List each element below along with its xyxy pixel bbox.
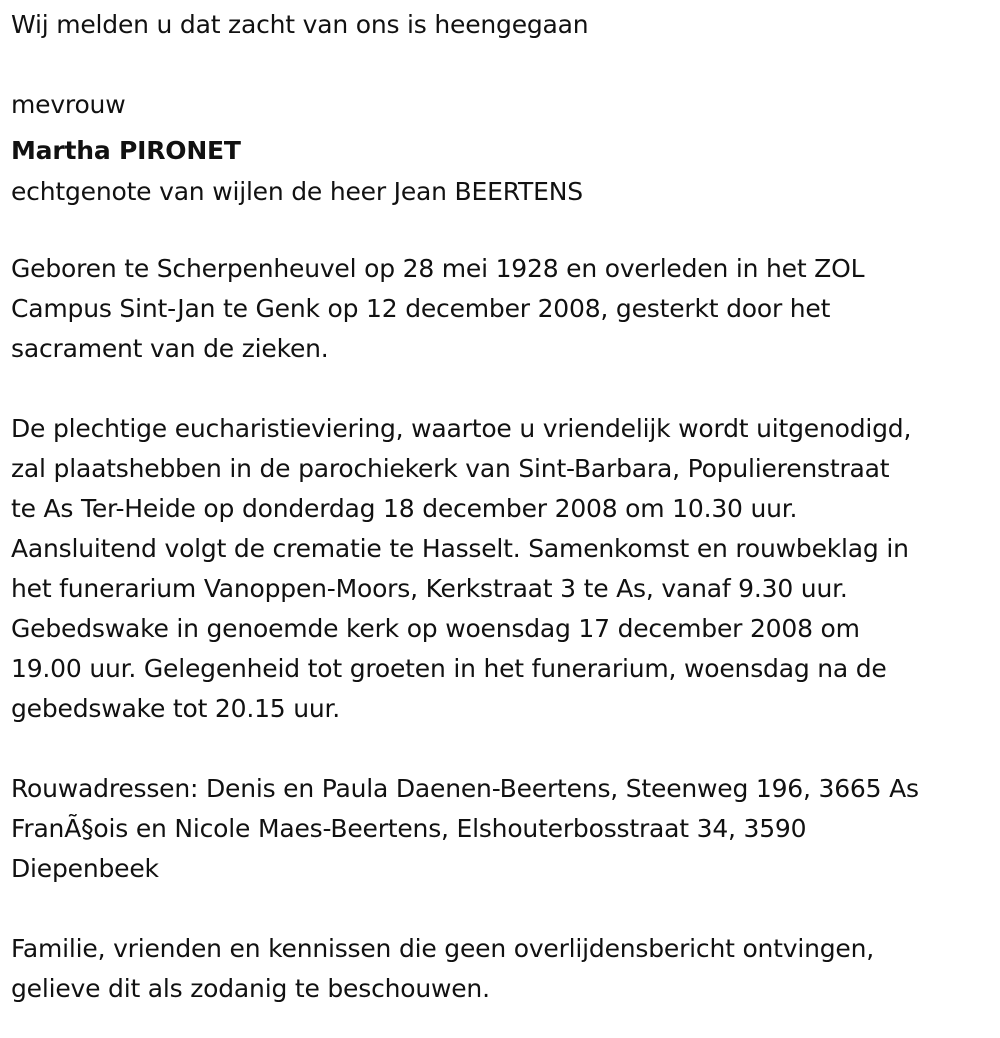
paragraph-line: Gebedswake in genoemde kerk op woensdag 17 december 2008 om: [11, 614, 860, 643]
ceremony-paragraph: [11, 409, 991, 729]
paragraph-line: gelieve dit als zodanig te beschouwen.: [11, 974, 490, 1003]
closing-paragraph: [11, 929, 991, 1009]
paragraph-line: Diepenbeek: [11, 854, 159, 883]
deceased-name: Martha PIRONET: [11, 136, 241, 165]
paragraph-line: Geboren te Scherpenheuvel op 28 mei 1928 en overleden in het ZOL: [11, 254, 865, 283]
paragraph-line: te As Ter-Heide op donderdag 18 december 2008 om 10.30 uur.: [11, 494, 798, 523]
intro-line: Wij melden u dat zacht van ons is heengegaan: [11, 10, 589, 39]
spacer: [11, 729, 991, 769]
paragraph-line: het funerarium Vanoppen-Moors, Kerkstraat 3 te As, vanaf 9.30 uur.: [11, 574, 848, 603]
paragraph-line: sacrament van de zieken.: [11, 334, 329, 363]
paragraph-line: De plechtige eucharistieviering, waartoe u vriendelijk wordt uitgenodigd,: [11, 414, 912, 443]
spacer: [11, 45, 991, 85]
spacer: [11, 889, 991, 929]
obituary-notice: [11, 0, 991, 1009]
title-prefix: mevrouw: [11, 90, 126, 119]
paragraph-line: Familie, vrienden en kennissen die geen overlijdensbericht ontvingen,: [11, 934, 875, 963]
paragraph-line: FranÃ§ois en Nicole Maes-Beertens, Elshouterbosstraat 34, 3590: [11, 814, 807, 843]
birth-paragraph: [11, 249, 991, 369]
paragraph-line: Campus Sint-Jan te Genk op 12 december 2008, gesterkt door het: [11, 294, 831, 323]
spacer: [11, 212, 991, 252]
paragraph-line: gebedswake tot 20.15 uur.: [11, 694, 341, 723]
spouse-line: echtgenote van wijlen de heer Jean BEERTENS: [11, 177, 583, 206]
paragraph-line: 19.00 uur. Gelegenheid tot groeten in het funerarium, woensdag na de: [11, 654, 887, 683]
paragraph-line: Rouwadressen: Denis en Paula Daenen-Beertens, Steenweg 196, 3665 As: [11, 774, 919, 803]
spacer: [11, 369, 991, 409]
paragraph-line: Aansluitend volgt de crematie te Hasselt. Samenkomst en rouwbeklag in: [11, 534, 909, 563]
addresses-paragraph: [11, 769, 991, 889]
paragraph-line: zal plaatshebben in de parochiekerk van Sint-Barbara, Populierenstraat: [11, 454, 890, 483]
